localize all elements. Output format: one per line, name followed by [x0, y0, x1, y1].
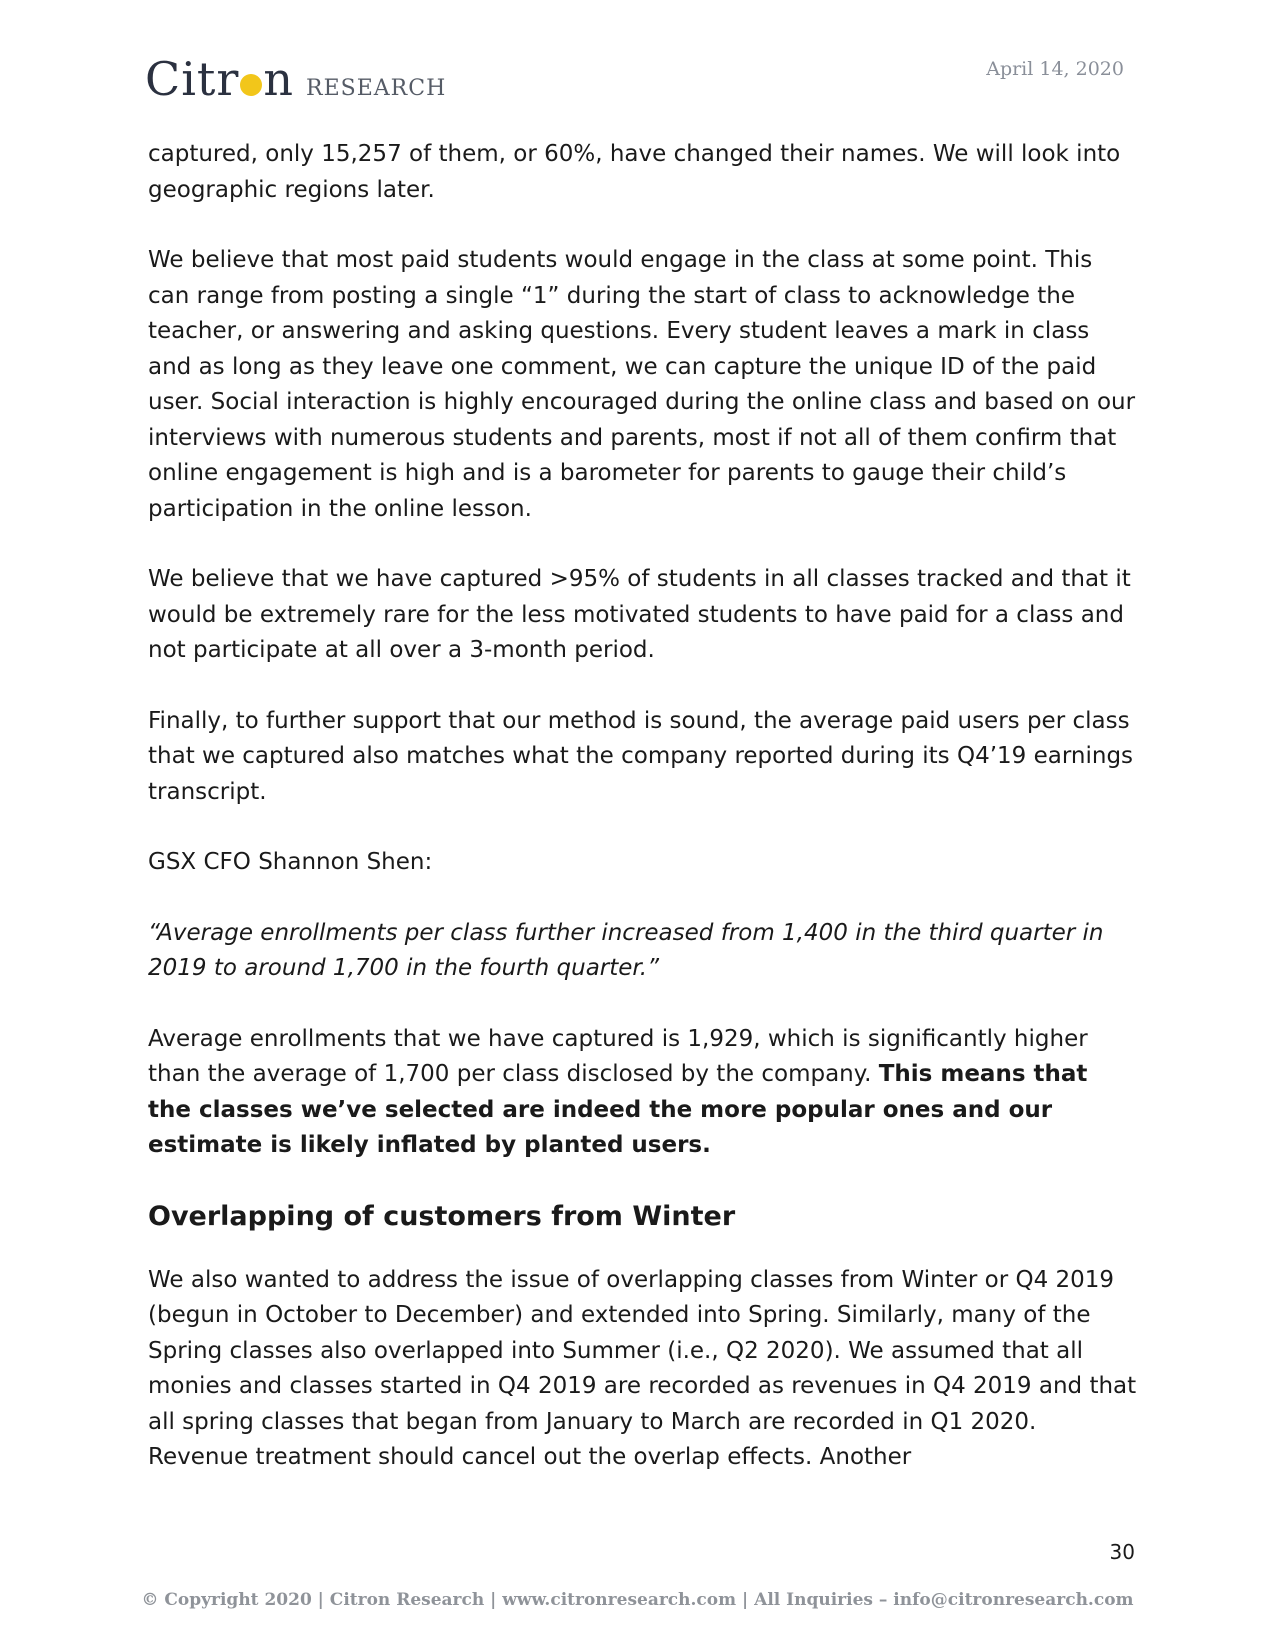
report-date: April 14, 2020 [986, 58, 1124, 80]
copyright-footer: © Copyright 2020 | Citron Research | www.citronresearch.com | All Inquiries – info@citronresearch.com [141, 1590, 1134, 1610]
paragraph-1: captured, only 15,257 of them, or 60%, have changed their names. We will look into geographic regions later. [148, 141, 1121, 203]
lemon-dot-icon [240, 74, 262, 96]
paragraph-6 [148, 1022, 1138, 1164]
paragraph-4: Finally, to further support that our method is sound, the average paid users per class that we captured also matches what the company reported during its Q4’19 earnings transcript. [148, 707, 1134, 805]
section-heading: Overlapping of customers from Winter [148, 1200, 736, 1232]
citron-research-logo [145, 52, 446, 106]
paragraph-3: We believe that we have captured >95% of students in all classes tracked and that it would be extremely rare for the less motivated students to have paid for a class and not participate at all over a 3-month period. [148, 566, 1131, 663]
cfo-quote: “Average enrollments per class further increased from 1,400 in the third quarter in 2019 to around 1,700 in the fourth quarter.” [148, 919, 1104, 981]
logo-wordmark [145, 52, 294, 106]
paragraph-7: We also wanted to address the issue of overlapping classes from Winter or Q4 2019 (begun in October to December) and extended into Spring. Similarly, many of the Spring classes also overlapped into Summer (i.e., Q2 2020). We assumed that all monies and classes started in Q4 2019 are recorded as revenues in Q4 2019 and that all spring classes that began from January to March are recorded in Q1 2020. Revenue treatment should cancel out the overlap effects. Another [148, 1266, 1137, 1470]
logo-subtitle: RESEARCH [306, 76, 447, 101]
page-number: 30 [1109, 1540, 1135, 1564]
paragraph-6-text: Average enrollments that we have captured is 1,929, which is significantly higher than the average of 1,700 per class disclosed by the company. [148, 1025, 1088, 1087]
paragraph-5: GSX CFO Shannon Shen: [148, 849, 433, 875]
logo-word-part: Citr [145, 52, 240, 106]
paragraph-6-emphasis: This means that the classes we’ve selected are indeed the more popular ones and our estimate is likely inflated by planted users. [148, 1061, 1088, 1158]
paragraph-2: We believe that most paid students would engage in the class at some point. This can range from posting a single “1” during the start of class to acknowledge the teacher, or answering and asking questions. Every student leaves a mark in class and as long as they leave one comment, we can capture the unique ID of the paid user. Social interaction is highly encouraged during the online class and based on our interviews with numerous students and parents, most if not all of them confirm that online engagement is high and is a barometer for parents to gauge their child’s participation in the online lesson. [148, 247, 1136, 522]
logo-word-part: n [263, 52, 295, 106]
document-body [148, 137, 1138, 1511]
